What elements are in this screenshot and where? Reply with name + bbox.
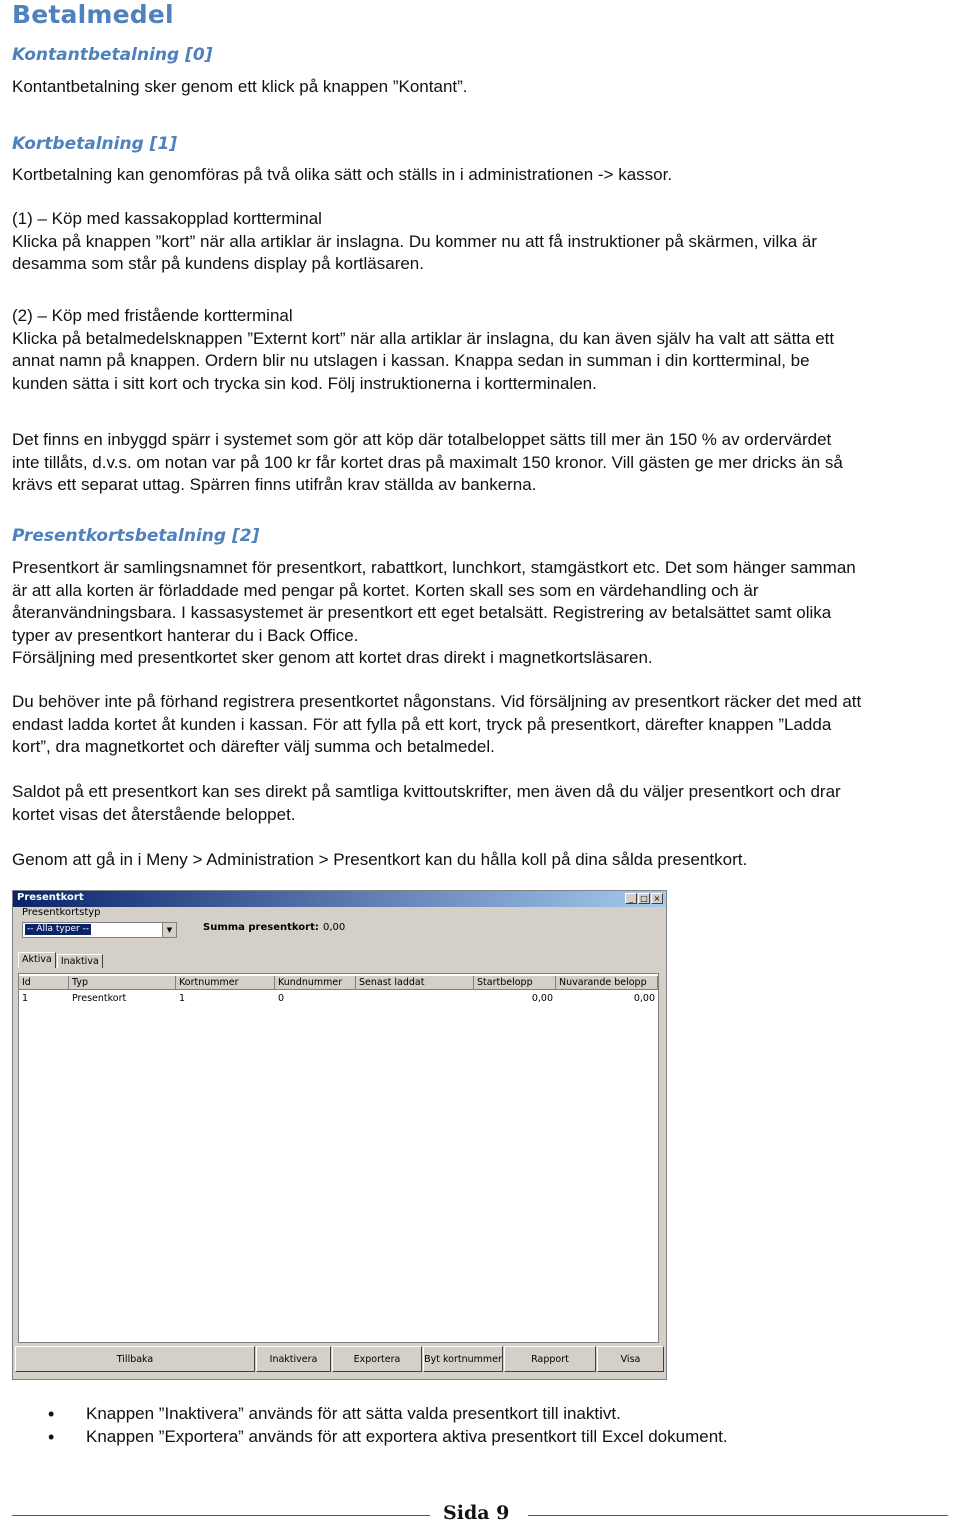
text-line: Det finns en inbyggd spärr i systemet som gör att köp där totalbeloppet sätts till mer än 150 % av ordervärdet <box>12 430 832 449</box>
close-icon[interactable]: × <box>651 893 663 904</box>
text-line: desamma som står på kundens display på kortläsaren. <box>12 254 424 273</box>
cell-card-number: 1 <box>179 993 186 1004</box>
text-line: kortet visas det återstående beloppet. <box>12 804 296 824</box>
column-header[interactable]: Kortnummer <box>176 976 275 990</box>
text-line: Genom att gå in i Meny > Administration > Presentkort kan du hålla koll på dina sålda presentkort. <box>12 850 748 869</box>
sum-label: Summa presentkort: <box>203 922 319 933</box>
table-row[interactable] <box>19 992 658 1006</box>
bullet-icon: • <box>48 1427 55 1447</box>
footer-rule-right <box>528 1515 948 1516</box>
text-line: inte tillåts, d.v.s. om notan var på 100 kr får kortet dras på maximalt 150 kronor. Vill gästen ge mer dricks än så <box>12 452 843 472</box>
show-button[interactable]: Visa <box>597 1346 664 1372</box>
tab-active[interactable]: Aktiva <box>18 952 56 968</box>
text-line: endast ladda kortet åt kunden i kassan. För att fylla på ett kort, tryck på presentkort, därefter knappen ”Ladda <box>12 714 832 734</box>
back-button[interactable]: Tillbaka <box>15 1346 255 1372</box>
text-line: Klicka på knappen ”kort” när alla artiklar är inslagna. Du kommer nu att få instruktioner på skärmen, vilka är <box>12 231 818 251</box>
text-line: återanvändningsbara. I kassasystemet är presentkort ett eget betalsätt. Registrering av betalsättet samt olika <box>12 603 832 622</box>
cell-start-amount: 0,00 <box>531 993 553 1004</box>
bullet-icon: • <box>48 1404 55 1424</box>
paragraph-card-option-2 <box>12 305 952 395</box>
paragraph-giftcard-3 <box>12 781 952 826</box>
sum-value: 0,00 <box>323 922 346 933</box>
cell-last-loaded <box>356 992 474 1006</box>
report-button[interactable]: Rapport <box>504 1346 596 1372</box>
text-line: typer av presentkort hanterar du i Back Office. <box>12 625 359 645</box>
text-line: kort”, dra magnetkortet och därefter välj summa och betalmedel. <box>12 737 495 756</box>
window-title: Presentkort <box>17 892 84 903</box>
text-line: Du behöver inte på förhand registrera presentkortet någonstans. Vid försäljning av presentkort räcker det med att <box>12 692 862 711</box>
text-line: är att alla korten är förladdade med pengar på kortet. Korten skall ses som en värdehandling och är <box>12 580 759 600</box>
deactivate-button[interactable]: Inaktivera <box>256 1346 331 1372</box>
change-card-number-button[interactable]: Byt kortnummer <box>423 1346 503 1372</box>
maximize-icon[interactable]: □ <box>638 893 650 904</box>
paragraph-card-option-1 <box>12 208 952 276</box>
page-number: Sida 9 <box>443 1502 510 1524</box>
footer-rule-left <box>12 1515 430 1516</box>
text-line: krävs ett separat uttag. Spärren finns utifrån krav ställda av bankerna. <box>12 475 537 494</box>
column-header[interactable]: Senast laddat <box>356 976 474 990</box>
table-header <box>19 976 658 990</box>
column-header[interactable]: Nuvarande belopp <box>556 976 658 990</box>
text-line: annat namn på knappen. Ordern blir nu utslagen i kassan. Knappa sedan in summan i din kortterminal, be <box>12 351 810 370</box>
window-button-bar <box>15 1346 665 1374</box>
paragraph-cash <box>12 76 952 99</box>
heading-cash: Kontantbetalning [0] <box>12 45 213 65</box>
chevron-down-icon[interactable]: ▼ <box>162 923 176 937</box>
window-titlebar <box>13 891 666 907</box>
text-line: Saldot på ett presentkort kan ses direkt på samtliga kvittoutskrifter, men även då du väljer presentkort och drar <box>12 782 841 801</box>
text-line: Klicka på betalmedelsknappen ”Externt kort” när alla artiklar är inslagna, du kan även själv ha valt att sätta ett <box>12 328 835 348</box>
list-item-text: Knappen ”Exportera” används för att exportera aktiva presentkort till Excel dokument. <box>86 1427 728 1446</box>
paragraph-card-intro <box>12 164 952 187</box>
column-header[interactable]: Kundnummer <box>275 976 356 990</box>
text-line: kunden sätta i sitt kort och trycka sin kod. Följ instruktionerna i kortterminalen. <box>12 373 597 393</box>
text-line: Kortbetalning kan genomföras på två olika sätt och ställs in i administrationen -> kassor. <box>12 165 673 184</box>
giftcard-type-select[interactable] <box>22 922 177 938</box>
column-header[interactable]: Id <box>19 976 69 990</box>
giftcard-window <box>12 890 667 1380</box>
giftcard-table <box>18 973 659 1343</box>
heading-card: Kortbetalning [1] <box>12 134 178 154</box>
column-header[interactable]: Typ <box>69 976 176 990</box>
cell-type: Presentkort <box>72 993 127 1004</box>
paragraph-card-limit <box>12 429 952 497</box>
text-line: Försäljning med presentkortet sker genom att kortet dras direkt i magnetkortsläsaren. <box>12 648 653 667</box>
list-item-text: Knappen ”Inaktivera” används för att sätta valda presentkort till inaktivt. <box>86 1404 621 1423</box>
cell-current-amount: 0,00 <box>633 993 655 1004</box>
export-button[interactable]: Exportera <box>332 1346 422 1372</box>
text-line: Presentkort är samlingsnamnet för presentkort, rabattkort, lunchkort, stamgästkort etc. Det som hänger samman <box>12 558 856 577</box>
minimize-icon[interactable]: _ <box>625 893 637 904</box>
paragraph-giftcard-1 <box>12 557 952 670</box>
page-title: Betalmedel <box>12 0 174 29</box>
paragraph-giftcard-2 <box>12 691 952 759</box>
giftcard-type-value: -- Alla typer -- <box>27 924 90 934</box>
text-line: (2) – Köp med fristående kortterminal <box>12 306 293 325</box>
text-line: Kontantbetalning sker genom ett klick på knappen ”Kontant”. <box>12 77 468 96</box>
cell-customer-number: 0 <box>278 993 285 1004</box>
text-line: (1) – Köp med kassakopplad kortterminal <box>12 209 322 228</box>
window-controls <box>625 893 663 904</box>
tab-bar <box>18 954 104 970</box>
heading-giftcard: Presentkortsbetalning [2] <box>12 526 260 546</box>
tab-inactive[interactable]: Inaktiva <box>57 954 103 968</box>
cell-id: 1 <box>22 993 29 1004</box>
column-header[interactable]: Startbelopp <box>474 976 556 990</box>
paragraph-giftcard-4 <box>12 849 952 872</box>
giftcard-type-label: Presentkortstyp <box>22 907 101 918</box>
